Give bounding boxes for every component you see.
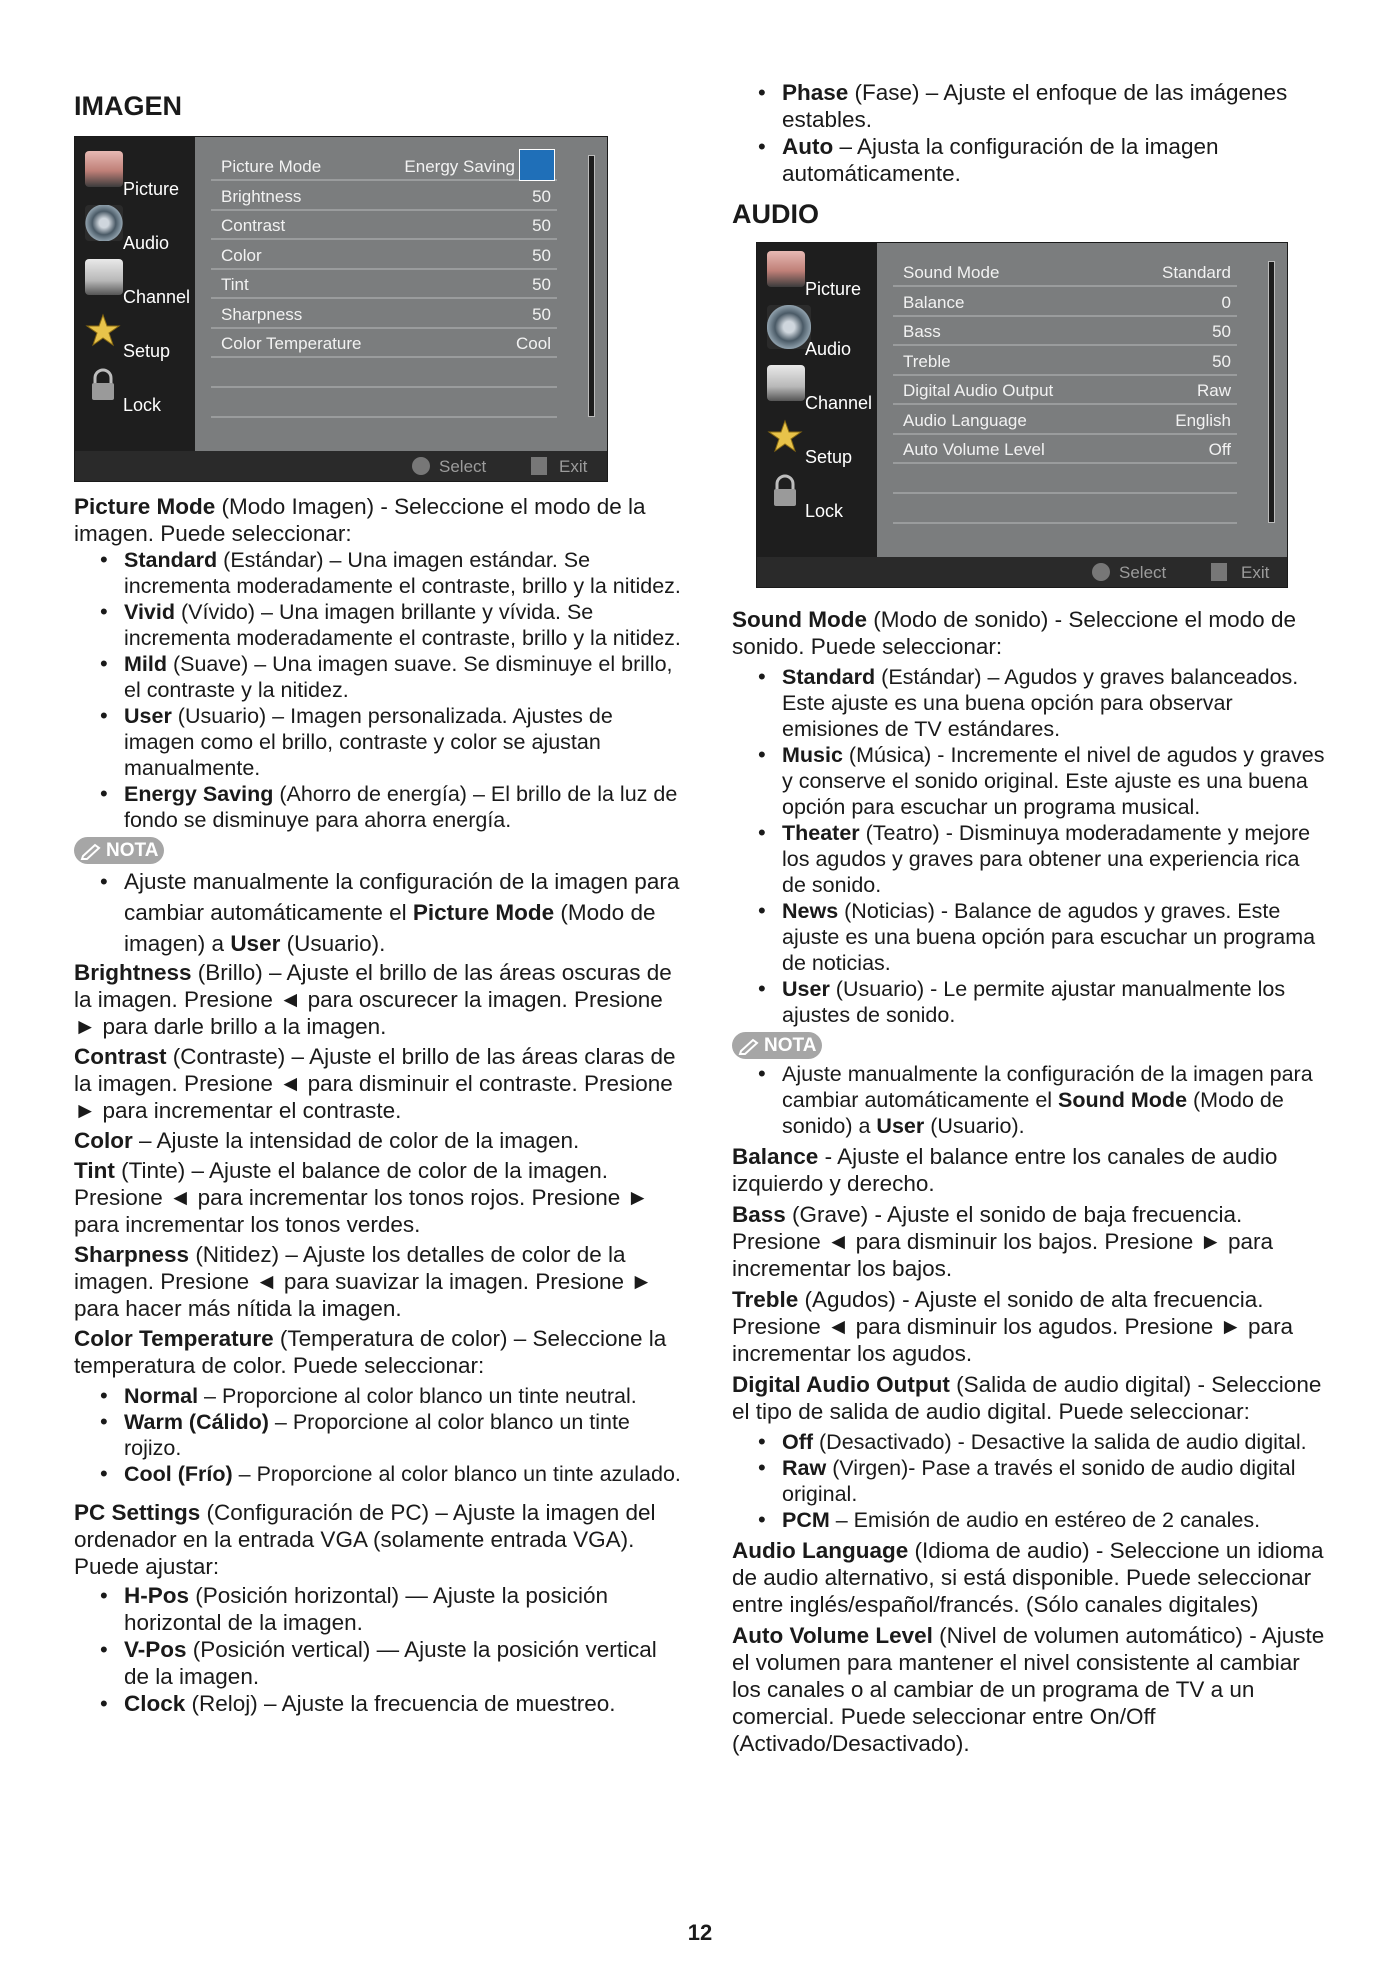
paragraph-audio-language: Audio Language (Idioma de audio) - Seleccione un idioma de audio alternativo, si está disponible. Puede seleccionar entre inglés/español/francés. (Sólo canales digitales) <box>732 1538 1324 1617</box>
menu-row: Tint 50 <box>211 269 557 299</box>
menu-row: Audio Language English <box>893 405 1237 435</box>
sidebar-item-setup: Setup <box>757 419 877 469</box>
menu-row: Brightness 50 <box>211 181 557 211</box>
audio-menu-screenshot <box>756 242 1288 588</box>
menu-sidebar <box>757 243 877 557</box>
menu-row-empty <box>211 388 557 418</box>
paragraph-tint: Tint (Tinte) – Ajuste el balance de color de la imagen. Presione ◄ para incrementar los tonos rojos. Presione ► para incrementar los tonos verdes. <box>74 1158 649 1237</box>
list-item: • Ajuste manualmente la configuración de la imagen para cambiar automáticamente el Picture Mode (Modo de imagen) a User (Usuario). <box>124 866 686 959</box>
list-item: • Standard (Estándar) – Una imagen estándar. Se incrementa moderadamente el contraste, brillo y la nitidez. <box>124 547 686 599</box>
paragraph-digital-audio-output: Digital Audio Output (Salida de audio digital) - Seleccione el tipo de salida de audio digital. Puede seleccionar: <box>732 1372 1322 1424</box>
list-item: • Energy Saving (Ahorro de energía) – El brillo de la luz de fondo se disminuye para ahorra energía. <box>124 781 686 833</box>
list-item: • Auto – Ajusta la configuración de la imagen automáticamente. <box>782 133 1326 187</box>
section-heading-audio: AUDIO <box>732 199 819 229</box>
nota-list <box>74 866 686 959</box>
paragraph-balance: Balance - Ajuste el balance entre los canales de audio izquierdo y derecho. <box>732 1144 1278 1196</box>
menu-row: Contrast 50 <box>211 210 557 240</box>
menu-scrollbar <box>588 155 595 417</box>
tv-icon <box>85 259 123 295</box>
sidebar-item-lock: Lock <box>75 367 195 417</box>
pc-settings-list-continued <box>732 79 1326 187</box>
tv-icon <box>767 365 805 401</box>
sidebar-item-lock: Lock <box>757 473 877 523</box>
menu-settings-panel <box>877 243 1287 557</box>
sidebar-item-picture: Picture <box>75 151 195 201</box>
speaker-icon <box>85 205 123 241</box>
exit-icon <box>531 457 547 475</box>
menu-sidebar <box>75 137 195 451</box>
lock-icon <box>85 367 123 403</box>
list-item: • Warm (Cálido) – Proporcione al color blanco un tinte rojizo. <box>124 1409 686 1461</box>
page-number: 12 <box>687 1920 713 1945</box>
menu-footer: Select Exit <box>757 557 1287 587</box>
list-item: • Standard (Estándar) – Agudos y graves balanceados. Este ajuste es una buena opción para observar emisiones de TV estándares. <box>782 664 1326 742</box>
select-icon <box>412 457 430 475</box>
list-item: • Ajuste manualmente la configuración de la imagen para cambiar automáticamente el Sound Mode (Modo de sonido) a User (Usuario). <box>782 1061 1326 1139</box>
paragraph-sound-mode: Sound Mode (Modo de sonido) - Seleccione el modo de sonido. Puede seleccionar: <box>732 607 1296 659</box>
exit-icon <box>1211 563 1227 581</box>
digital-audio-output-list <box>732 1429 1326 1533</box>
picture-icon <box>85 151 123 187</box>
menu-row: Bass 50 <box>893 316 1237 346</box>
menu-row: Color Temperature Cool <box>211 328 557 358</box>
imagen-body <box>74 493 686 1717</box>
list-item: • User (Usuario) - Le permite ajustar manualmente los ajustes de sonido. <box>782 976 1326 1028</box>
menu-row: Sharpness 50 <box>211 299 557 329</box>
sidebar-item-picture: Picture <box>757 251 877 301</box>
paragraph-contrast: Contrast (Contraste) – Ajuste el brillo de las áreas claras de la imagen. Presione ◄ para disminuir el contraste. Presione ► para incrementar el contraste. <box>74 1044 676 1123</box>
menu-settings-panel <box>195 137 607 451</box>
paragraph-picture-mode: Picture Mode (Modo Imagen) - Seleccione el modo de la imagen. Puede seleccionar: <box>74 494 646 546</box>
list-item: • Vivid (Vívido) – Una imagen brillante y vívida. Se incrementa moderadamente el contraste, brillo y la nitidez. <box>124 599 686 651</box>
paragraph-sharpness: Sharpness (Nitidez) – Ajuste los detalles de color de la imagen. Presione ◄ para suavizar la imagen. Presione ► para hacer más nítida la imagen. <box>74 1242 653 1321</box>
sidebar-item-audio: Audio <box>757 305 877 355</box>
list-item: • Clock (Reloj) – Ajuste la frecuencia de muestreo. <box>124 1690 686 1717</box>
setup-star-icon <box>85 313 123 349</box>
nota-badge: NOTA <box>74 837 164 864</box>
list-item: • Off (Desactivado) - Desactive la salida de audio digital. <box>782 1429 1326 1455</box>
pc-settings-list <box>74 1582 686 1717</box>
pencil-icon <box>80 842 104 860</box>
nota-list <box>732 1061 1326 1139</box>
sidebar-item-channel: Channel <box>75 259 195 309</box>
sidebar-item-channel: Channel <box>757 365 877 415</box>
sidebar-item-audio: Audio <box>75 205 195 255</box>
paragraph-treble: Treble (Agudos) - Ajuste el sonido de alta frecuencia. Presione ◄ para disminuir los agudos. Presione ► para incrementar los agudos. <box>732 1287 1294 1366</box>
list-item: • H-Pos (Posición horizontal) — Ajuste la posición horizontal de la imagen. <box>124 1582 686 1636</box>
menu-scrollbar <box>1268 261 1275 523</box>
menu-row: Auto Volume Level Off <box>893 434 1237 464</box>
pencil-icon <box>738 1037 762 1055</box>
menu-row-empty <box>211 358 557 388</box>
audio-body <box>732 606 1326 1757</box>
list-item: • Phase (Fase) – Ajuste el enfoque de las imágenes estables. <box>782 79 1326 133</box>
pc-settings-continued <box>732 79 1326 187</box>
menu-row-empty <box>893 464 1237 494</box>
energy-star-icon <box>519 149 555 181</box>
menu-row: Balance 0 <box>893 287 1237 317</box>
paragraph-color-temperature: Color Temperature (Temperatura de color) – Seleccione la temperatura de color. Puede seleccionar: <box>74 1326 667 1378</box>
menu-row: Treble 50 <box>893 346 1237 376</box>
paragraph-brightness: Brightness (Brillo) – Ajuste el brillo de las áreas oscuras de la imagen. Presione ◄ para oscurecer la imagen. Presione ► para darle brillo a la imagen. <box>74 960 672 1039</box>
paragraph-bass: Bass (Grave) - Ajuste el sonido de baja frecuencia. Presione ◄ para disminuir los bajos. Presione ► para incrementar los bajos. <box>732 1202 1274 1281</box>
menu-row: Digital Audio Output Raw <box>893 375 1237 405</box>
nota-badge: NOTA <box>732 1032 822 1059</box>
list-item: • PCM – Emisión de audio en estéreo de 2 canales. <box>782 1507 1326 1533</box>
menu-row-empty <box>893 494 1237 524</box>
color-temperature-list <box>74 1383 686 1487</box>
menu-row-empty <box>893 524 1237 552</box>
paragraph-auto-volume-level: Auto Volume Level (Nivel de volumen automático) - Ajuste el volumen para mantener el nivel consistente al cambiar los canales o al cambiar de un programa de TV a un comercial. Puede seleccionar entre On/Off (Activado/Desactivado). <box>732 1623 1325 1756</box>
menu-row: Sound Mode Standard <box>893 257 1237 287</box>
list-item: • Cool (Frío) – Proporcione al color blanco un tinte azulado. <box>124 1461 686 1487</box>
menu-footer: Select Exit <box>75 451 607 481</box>
menu-row: Picture Mode Energy Saving <box>211 151 557 181</box>
list-item: • News (Noticias) - Balance de agudos y graves. Este ajuste es una buena opción para escuchar un programa de noticias. <box>782 898 1326 976</box>
list-item: • Music (Música) - Incremente el nivel de agudos y graves y conserve el sonido original. Este ajuste es una buena opción para escuchar un programa musical. <box>782 742 1326 820</box>
menu-row-empty <box>211 418 557 446</box>
picture-mode-list <box>74 547 686 833</box>
list-item: • Raw (Virgen)- Pase a través el sonido de audio digital original. <box>782 1455 1326 1507</box>
menu-row: Color 50 <box>211 240 557 270</box>
list-item: • Mild (Suave) – Una imagen suave. Se disminuye el brillo, el contraste y la nitidez. <box>124 651 686 703</box>
setup-star-icon <box>767 419 805 455</box>
lock-icon <box>767 473 805 509</box>
picture-menu-screenshot <box>74 136 608 482</box>
list-item: • V-Pos (Posición vertical) — Ajuste la posición vertical de la imagen. <box>124 1636 686 1690</box>
paragraph-color: Color – Ajuste la intensidad de color de la imagen. <box>74 1128 580 1153</box>
sound-mode-list <box>732 664 1326 1028</box>
picture-icon <box>767 251 805 287</box>
list-item: • Normal – Proporcione al color blanco un tinte neutral. <box>124 1383 686 1409</box>
list-item: • Theater (Teatro) - Disminuya moderadamente y mejore los agudos y graves para obtener una experiencia rica de sonido. <box>782 820 1326 898</box>
list-item: • User (Usuario) – Imagen personalizada. Ajustes de imagen como el brillo, contraste y color se ajustan manualmente. <box>124 703 686 781</box>
section-heading-imagen: IMAGEN <box>74 91 182 121</box>
sidebar-item-setup: Setup <box>75 313 195 363</box>
paragraph-pc-settings: PC Settings (Configuración de PC) – Ajuste la imagen del ordenador en la entrada VGA (solamente entrada VGA). Puede ajustar: <box>74 1500 656 1579</box>
select-icon <box>1092 563 1110 581</box>
